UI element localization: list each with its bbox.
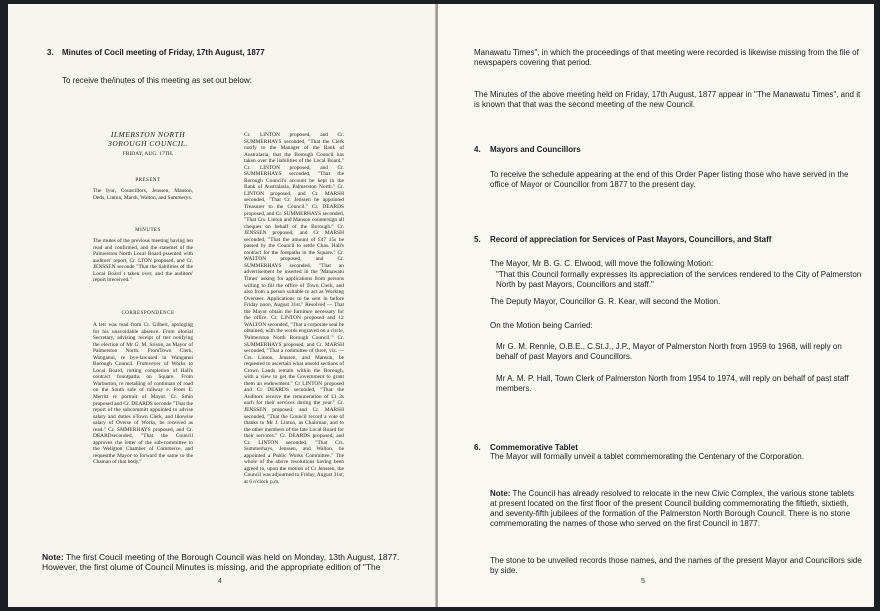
clipping-present-heading: PRESENT — [135, 178, 161, 183]
clipping-correspondence-text: A letr was read from Cr. Gilbert, apologing for his unavoidable absence. From oIonial Secretary, advising receipt of tter notifying the election of Mr G. M. Srison, as Mayor of Palmerston North. FromTown Clerk, Wanganui, re bye-lawused in Wanganui Borough Council. Fromveyer of Works to Local Board, rorting completion of Hall's contract fonotpaths on Square. From Warburton, re metalling of continuan of road on the South side of railway e. From E. Merritt re portrait of Mayor. Cr. Smin proposed and Cr. DEARDS seconde "That the report of the subcommitt appointed to advise salary and duties oTown Clerk, and likewise salary of Overse of Works, be received as read." Cr. SMMERHAYS proposed, and Cr. DEARDseconded, "That the Council approves che letter of the sub-committee to the Wellgton Chamber of Commerce, and requestthe Mayor to forward the same to the Chaman of that body." — [93, 322, 193, 466]
item5-on-motion: On the Motion being Carried: — [490, 321, 593, 330]
item3-intro: To receive the/inutes of this meeting as set out below: — [62, 76, 252, 85]
item3-number: 3. — [47, 48, 54, 57]
clipping-present-text: The Ιyor, Councillors, Jenssen, Manson, Deds, Linton, Marsh, Walton, and Summerys. — [93, 188, 193, 201]
clipping-right-column: Cr. LINTON proposed, and Cr. SUMMERHAYS seconded, "That the Clerk notify to the Manager of the Bank of Australasia, that the Borough Council has taken over the liabilities of the Local Board." Cr. LINTON proposed, and Cr. SUMMERHAYS seconded, "That the Borough Council's account be kept in the Bank of Australasia, Palmerston North." Cr. LINTON proposed, and Cr. MARSH seconded, "That Cr. Jenssen be appointed Treasurer to the Council." Cr. DEARDS proposed, and Cr. SUMMERHAYS seconded, "That Crs. Linton and Manson countersign all cheques on behalf of the Borough." Cr. JENSSEN proposed, and Cr MARSH seconded, "That the amount of £47 15s be passed by the Council to settle Chas. Hall's contract for the footpaths in the Square." Cr. WALTON proposed, and Cr. SUMMERHAYS seconded, "That an advertisement be inserted in the 'Manawatu Times' asking for applications from persons willing to fill the office of Town Clerk, and also from a person suitable to act as Working Overseer. Applications to be sent in before Friday noon, August 31st." Resolved — That the Mayor obtain the furniture necessary for the office. Cr. LINTON proposed and Cr WALTON seconded, "That a corporate seal be obtained, with the words engraved on a circle, 'Palmerston North Borough Council.'" Cr. SUMMERHAYS proposed, and Cr. MARSH seconded, "That a committee of three, viz. — Crs. Linton, Jenssen, and Manson, be requested to ascertain what unsold sections of Crown Lands remain within the Borough, with a view to get the Government to grant them an endowment." Cr LINTON proposed and Cr DEARDS seconded, "That the Auditors receive the remuneration of £1 3s each for their services during the year." Cr. JENSSEN proposed, and Cr. MARSH seconded, "That the Council record a vote of thanks to Mr J. Linton, as Chairman, and to the other members of the late Local Board for their services." Cr. DEARDS proposed, and Cr. LINTON seconded, "That Crs. Summerhays, Jenssen, and Walton, be appointed a Public Works Committee." The whole of the above resolutions having been agreed to, upon the motion of Cr Jenssen, the Council was adjourned to Friday, August 31st, at 6 o'clock p.m. — [244, 132, 344, 485]
item6-note-text: The Council has already resolved to relocate in the new Civic Complex, the various stone tablets at present located on the first floor of the present Council building commemorating the fiftieth, sixtieth, and seventy-fifth jubilees of the formation of the Palmerston North Borough Council. There is no stone commemorating the names of those who served on the first Council in 1877. — [490, 489, 855, 528]
item5-number: 5. — [474, 235, 481, 244]
item5-hall: Mr A. M. P. Hall, Town Clerk of Palmerston North from 1954 to 1974, will reply on behalf of past staff members. — [496, 374, 849, 393]
item5-rennie: Mr G. M. Rennie, O.B.E., C.St.J., J.P., Mayor of Palmerston North from 1959 to 1968, will reply on behalf of past Mayors and Councillors. — [496, 342, 842, 361]
clipping-minutes-heading: MINUTES — [135, 228, 161, 233]
minutes-held-text: The Minutes of the above meeting held on Friday, 17th August, 1877 appear in "The Manawatu Times", and it is known that that was the second meeting of the new Council. — [474, 90, 861, 109]
left-note — [42, 552, 412, 572]
item6-stone-text: The stone to be unveiled records those names, and the names of the present Mayor and Councillors side by side. — [490, 556, 862, 575]
item6-heading: Commemorative Tablet — [490, 443, 578, 452]
right-page — [438, 4, 874, 607]
item6-number: 6. — [474, 443, 481, 452]
item6-note — [490, 489, 862, 529]
item4-heading: Mayors and Councillors — [490, 145, 581, 154]
left-note-text: The first Coucil meeting of the Borough Council was held on Monday, 13th August, 1877. However, the first olume of Council Minutes is missing, and the appropriate edition of "The — [42, 552, 400, 572]
clipping-masthead-line2: ЗOROUGH COUNCIL. — [108, 139, 188, 148]
left-page — [8, 4, 436, 607]
item5-mayor-motion: The Mayor, Mr B. G. C. Elwood, will move the following Motion: — [490, 259, 714, 268]
item6-note-label: Note: — [490, 489, 511, 498]
clipping-correspondence-heading: CORRESPONDENCE — [121, 311, 175, 316]
left-note-label: Note: — [42, 552, 64, 562]
clipping-masthead-line1: ILMERSTON NORTH — [110, 130, 186, 139]
right-page-number: 5 — [641, 578, 645, 585]
clipping-minutes-text: The mutes of the previous meeting having len read and confirmed, and the statemet of the Palmerston North Local Board pssented with auditors' report, Cr. LTON proposed, and Cr. JENSSEN seconde "That the liabilities of the Local Board t taken over, and the auditors' report breceived." — [93, 238, 193, 284]
continuation-text: Manawatu Times", in which the proceedings of that meeting were recorded is likewise missing from the file of newspapers covering that period. — [474, 48, 859, 67]
item6-text: The Mayor will formally unveil a tablet commemorating the Centenary of the Corporation. — [490, 452, 804, 461]
item5-heading: Record of appreciation for Services of Past Mayors, Councillors, and Staff — [490, 235, 772, 244]
left-page-number: 4 — [218, 578, 222, 585]
clipping-dateline: FRIDAY, AUG. 17TH. — [122, 151, 174, 157]
item5-motion-quote: "That this Council formally expresses its appreciation of the services rendered to the City of Palmerston North by past Mayors, Councillors and staff." — [496, 270, 862, 289]
item3-heading: Minutes of Cocil meeting of Friday, 17th August, 1877 — [62, 48, 265, 57]
item4-number: 4. — [474, 145, 481, 154]
item5-deputy: The Deputy Mayor, Councillor G. R. Kear, will second the Motion. — [490, 297, 721, 306]
item4-text: To receive the schedule appearing at the end of this Order Paper listing those who have served in the office of Mayor or Councillor from 1877 to the present day. — [490, 170, 849, 189]
